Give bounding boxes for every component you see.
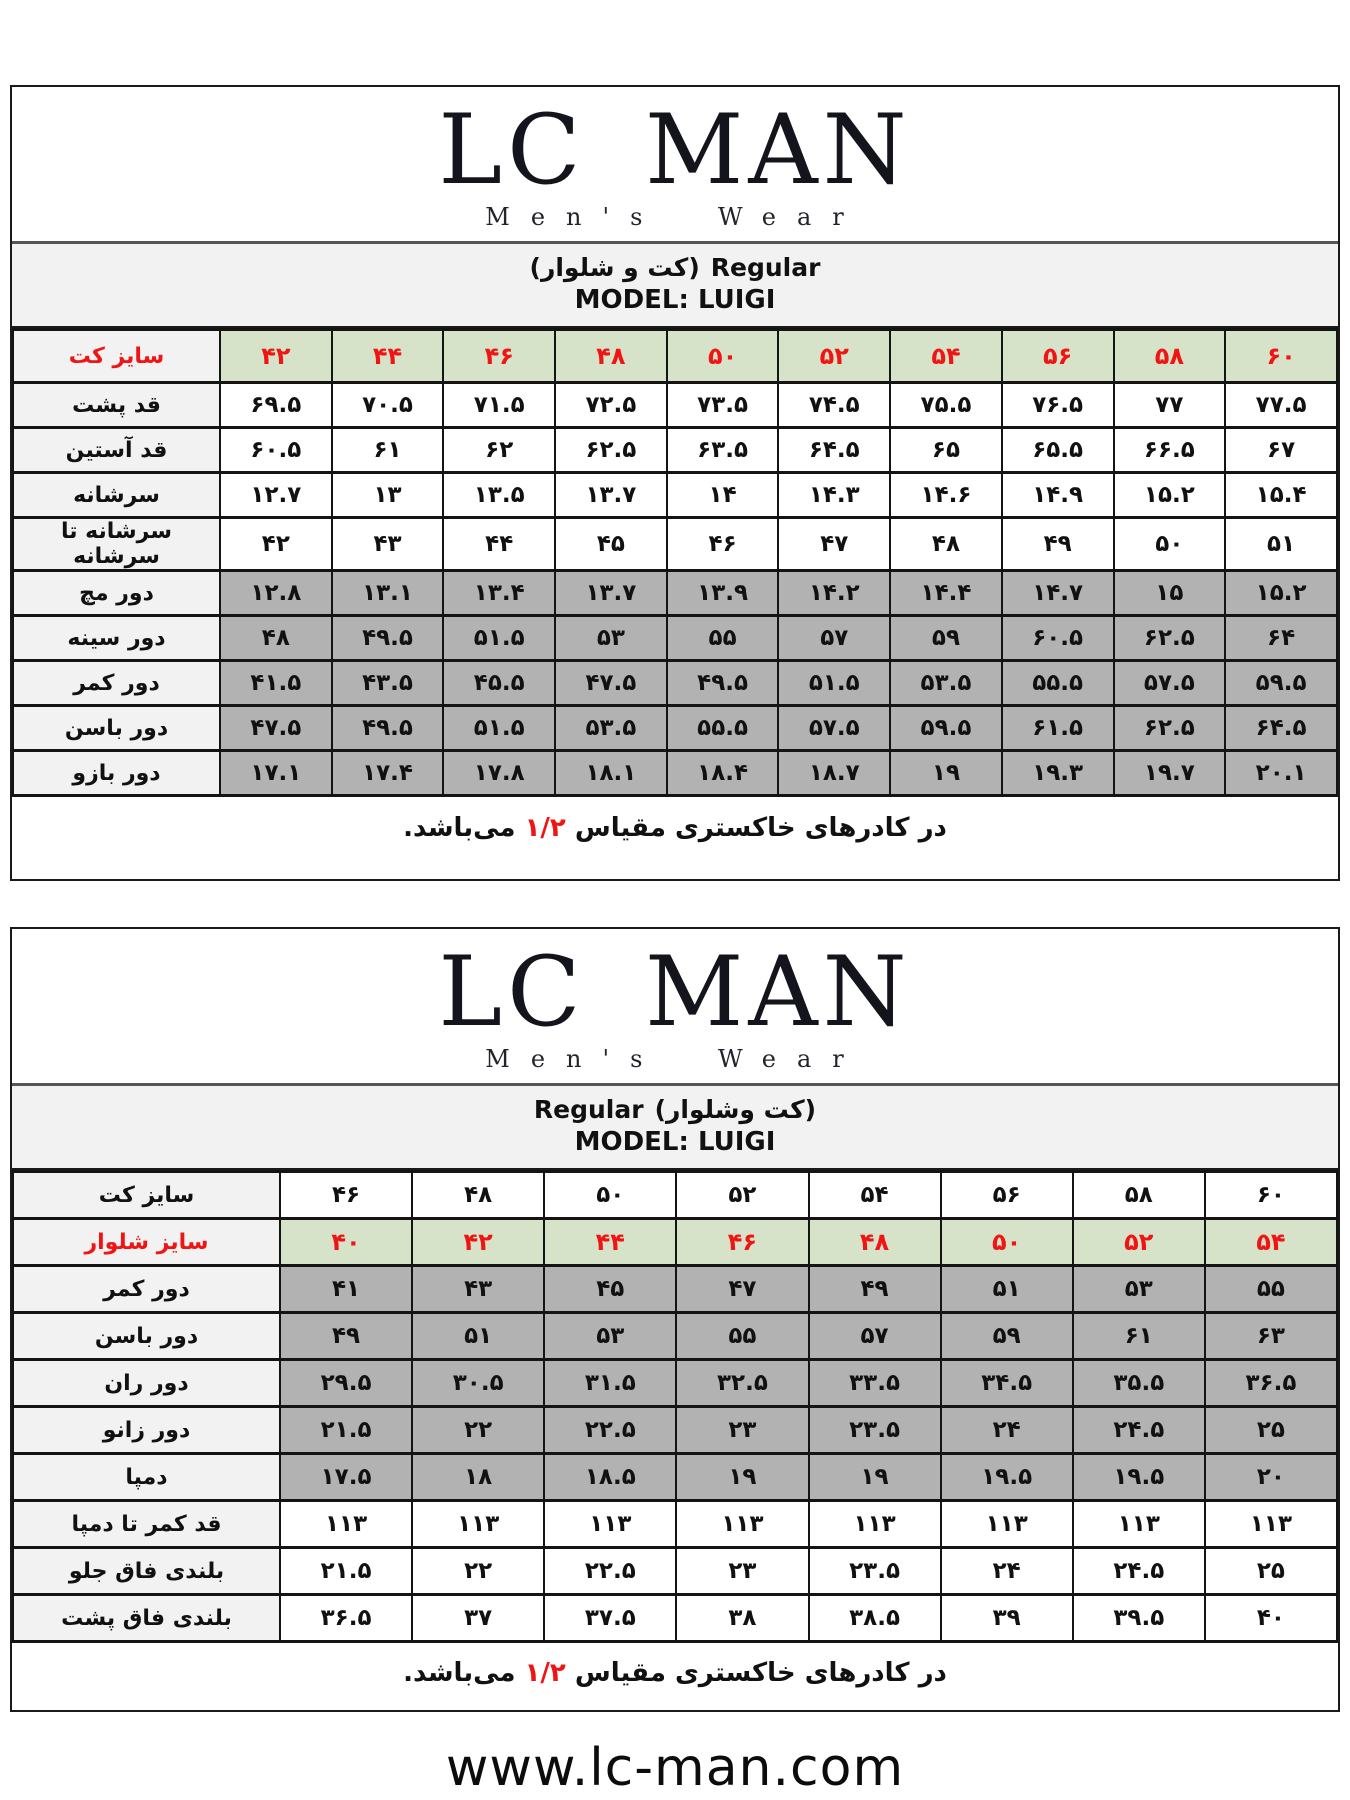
cell-hip-3: ۵۵ [676, 1313, 808, 1360]
cell-hem-4: ۱۹ [809, 1454, 941, 1501]
row-label-front-rise: بلندی فاق جلو [13, 1548, 280, 1595]
cell-jacket-size-6: ۵۴ [890, 330, 1002, 383]
cell-waist-to-hem-3: ۱۱۳ [676, 1501, 808, 1548]
cell-shoulder-5: ۱۴.۳ [778, 473, 890, 518]
cell-shoulder-4: ۱۴ [667, 473, 779, 518]
cell-hip-7: ۶۱.۵ [1002, 706, 1114, 751]
table-title-band [12, 1083, 1338, 1170]
cell-thigh-3: ۳۲.۵ [676, 1360, 808, 1407]
cell-chest-2: ۵۱.۵ [443, 616, 555, 661]
row-label-waist: دور کمر [13, 661, 220, 706]
cell-waist-7: ۵۵.۵ [1002, 661, 1114, 706]
row-label-pants-size: سایز شلوار [13, 1219, 280, 1266]
cell-shoulder-0: ۱۲.۷ [220, 473, 332, 518]
cell-thigh-7: ۳۶.۵ [1205, 1360, 1337, 1407]
cell-wrist-2: ۱۳.۴ [443, 571, 555, 616]
brand-header-bottom [12, 929, 1338, 1083]
row-label-jacket-size: سایز کت [13, 330, 220, 383]
cell-jacket-size-4: ۵۰ [667, 330, 779, 383]
cell-shoulder-to-shoulder-8: ۵۰ [1114, 518, 1226, 571]
cell-waist-6: ۵۳.۵ [890, 661, 1002, 706]
cell-front-rise-0: ۲۱.۵ [280, 1548, 412, 1595]
cell-front-rise-2: ۲۲.۵ [544, 1548, 676, 1595]
cell-pants-size-0: ۴۰ [280, 1219, 412, 1266]
cell-chest-1: ۴۹.۵ [332, 616, 444, 661]
scale-ratio-value: ۱/۲ [524, 1658, 566, 1688]
cell-waist-to-hem-2: ۱۱۳ [544, 1501, 676, 1548]
cell-back-length-7: ۷۶.۵ [1002, 383, 1114, 428]
cell-thigh-2: ۳۱.۵ [544, 1360, 676, 1407]
fit-type-title [12, 252, 1338, 284]
cell-hip-8: ۶۲.۵ [1114, 706, 1226, 751]
cell-hem-3: ۱۹ [676, 1454, 808, 1501]
cell-jacket-size-3: ۵۲ [676, 1172, 808, 1219]
cell-hip-6: ۵۹.۵ [890, 706, 1002, 751]
cell-shoulder-to-shoulder-4: ۴۶ [667, 518, 779, 571]
cell-shoulder-to-shoulder-3: ۴۵ [555, 518, 667, 571]
scale-note [12, 1643, 1338, 1710]
scale-note [12, 797, 1338, 879]
scale-note-prefix: در کادرهای خاکستری مقیاس [574, 1658, 947, 1688]
cell-shoulder-to-shoulder-7: ۴۹ [1002, 518, 1114, 571]
row-label-jacket-size: سایز کت [13, 1172, 280, 1219]
table-row-back-length [13, 383, 1337, 428]
table-row-wrist [13, 571, 1337, 616]
cell-jacket-size-6: ۵۸ [1073, 1172, 1205, 1219]
cell-arm-9: ۲۰.۱ [1225, 751, 1337, 796]
cell-wrist-8: ۱۵ [1114, 571, 1226, 616]
cell-wrist-4: ۱۳.۹ [667, 571, 779, 616]
cell-sleeve-length-1: ۶۱ [332, 428, 444, 473]
cell-waist-0: ۴۱.۵ [220, 661, 332, 706]
cell-shoulder-8: ۱۵.۲ [1114, 473, 1226, 518]
row-label-shoulder-to-shoulder: سرشانه تا سرشانه [13, 518, 220, 571]
cell-knee-2: ۲۲.۵ [544, 1407, 676, 1454]
table-row-waist [13, 1266, 1337, 1313]
cell-waist-2: ۴۵.۵ [443, 661, 555, 706]
cell-jacket-size-7: ۶۰ [1205, 1172, 1337, 1219]
table-row-thigh [13, 1360, 1337, 1407]
cell-arm-5: ۱۸.۷ [778, 751, 890, 796]
cell-pants-size-7: ۵۴ [1205, 1219, 1337, 1266]
cell-shoulder-to-shoulder-1: ۴۳ [332, 518, 444, 571]
cell-waist-6: ۵۳ [1073, 1266, 1205, 1313]
cell-jacket-size-1: ۴۴ [332, 330, 444, 383]
table-row-chest [13, 616, 1337, 661]
cell-jacket-size-1: ۴۸ [412, 1172, 544, 1219]
model-title: MODEL: LUIGI [574, 1127, 776, 1157]
cell-back-rise-3: ۳۸ [676, 1595, 808, 1642]
model-title: MODEL: LUIGI [574, 285, 776, 315]
cell-hem-5: ۱۹.۵ [941, 1454, 1073, 1501]
cell-back-length-6: ۷۵.۵ [890, 383, 1002, 428]
cell-front-rise-6: ۲۴.۵ [1073, 1548, 1205, 1595]
cell-front-rise-7: ۲۵ [1205, 1548, 1337, 1595]
scale-note-suffix: می‌باشد. [403, 813, 516, 843]
cell-front-rise-3: ۲۳ [676, 1548, 808, 1595]
cell-pants-size-2: ۴۴ [544, 1219, 676, 1266]
cell-back-length-2: ۷۱.۵ [443, 383, 555, 428]
row-label-hip: دور باسن [13, 1313, 280, 1360]
cell-sleeve-length-2: ۶۲ [443, 428, 555, 473]
cell-hip-7: ۶۳ [1205, 1313, 1337, 1360]
table-row-front-rise [13, 1548, 1337, 1595]
scale-note-suffix: می‌باشد. [403, 1658, 516, 1688]
cell-jacket-size-3: ۴۸ [555, 330, 667, 383]
cell-hip-4: ۵۵.۵ [667, 706, 779, 751]
cell-thigh-1: ۳۰.۵ [412, 1360, 544, 1407]
cell-hip-6: ۶۱ [1073, 1313, 1205, 1360]
cell-sleeve-length-6: ۶۵ [890, 428, 1002, 473]
fit-type-title [12, 1094, 1338, 1126]
cell-hip-0: ۴۹ [280, 1313, 412, 1360]
cell-knee-5: ۲۴ [941, 1407, 1073, 1454]
table-row-waist-to-hem [13, 1501, 1337, 1548]
table-row-hip [13, 1313, 1337, 1360]
cell-jacket-size-4: ۵۴ [809, 1172, 941, 1219]
table-row-hem [13, 1454, 1337, 1501]
cell-back-rise-0: ۳۶.۵ [280, 1595, 412, 1642]
cell-sleeve-length-4: ۶۳.۵ [667, 428, 779, 473]
cell-wrist-9: ۱۵.۲ [1225, 571, 1337, 616]
cell-back-rise-6: ۳۹.۵ [1073, 1595, 1205, 1642]
cell-jacket-size-9: ۶۰ [1225, 330, 1337, 383]
cell-arm-2: ۱۷.۸ [443, 751, 555, 796]
table-row-knee [13, 1407, 1337, 1454]
row-label-waist-to-hem: قد کمر تا دمپا [13, 1501, 280, 1548]
cell-jacket-size-2: ۴۶ [443, 330, 555, 383]
cell-front-rise-5: ۲۴ [941, 1548, 1073, 1595]
cell-arm-3: ۱۸.۱ [555, 751, 667, 796]
cell-jacket-size-0: ۴۲ [220, 330, 332, 383]
cell-wrist-7: ۱۴.۷ [1002, 571, 1114, 616]
cell-back-rise-4: ۳۸.۵ [809, 1595, 941, 1642]
cell-knee-0: ۲۱.۵ [280, 1407, 412, 1454]
cell-knee-3: ۲۳ [676, 1407, 808, 1454]
cell-hip-5: ۵۷.۵ [778, 706, 890, 751]
cell-back-length-1: ۷۰.۵ [332, 383, 444, 428]
cell-sleeve-length-8: ۶۶.۵ [1114, 428, 1226, 473]
cell-knee-7: ۲۵ [1205, 1407, 1337, 1454]
pants-measurements-table [12, 1170, 1338, 1643]
row-label-thigh: دور ران [13, 1360, 280, 1407]
cell-sleeve-length-9: ۶۷ [1225, 428, 1337, 473]
cell-hip-0: ۴۷.۵ [220, 706, 332, 751]
cell-thigh-0: ۲۹.۵ [280, 1360, 412, 1407]
cell-hip-1: ۵۱ [412, 1313, 544, 1360]
cell-hip-9: ۶۴.۵ [1225, 706, 1337, 751]
cell-back-length-4: ۷۳.۵ [667, 383, 779, 428]
fit-title-persian: (کت وشلوار) [654, 1095, 817, 1124]
cell-back-length-9: ۷۷.۵ [1225, 383, 1337, 428]
website-url: www.lc-man.com [445, 1738, 905, 1798]
row-label-wrist: دور مچ [13, 571, 220, 616]
table-row-shoulder-to-shoulder [13, 518, 1337, 571]
cell-arm-1: ۱۷.۴ [332, 751, 444, 796]
row-label-back-length: قد پشت [13, 383, 220, 428]
cell-hem-2: ۱۸.۵ [544, 1454, 676, 1501]
brand-logo: LC MAN [438, 94, 912, 206]
jacket-measurements-table [12, 328, 1338, 797]
row-label-chest: دور سینه [13, 616, 220, 661]
cell-wrist-5: ۱۴.۲ [778, 571, 890, 616]
pants-size-chart-section [10, 927, 1340, 1712]
table-row-arm [13, 751, 1337, 796]
cell-waist-to-hem-4: ۱۱۳ [809, 1501, 941, 1548]
table-row-back-rise [13, 1595, 1337, 1642]
cell-arm-6: ۱۹ [890, 751, 1002, 796]
cell-chest-7: ۶۰.۵ [1002, 616, 1114, 661]
cell-shoulder-to-shoulder-6: ۴۸ [890, 518, 1002, 571]
scale-note-prefix: در کادرهای خاکستری مقیاس [574, 813, 947, 843]
row-label-waist: دور کمر [13, 1266, 280, 1313]
table-row-sleeve-length [13, 428, 1337, 473]
cell-front-rise-4: ۲۳.۵ [809, 1548, 941, 1595]
cell-thigh-5: ۳۴.۵ [941, 1360, 1073, 1407]
fit-title-latin: Regular [533, 1095, 644, 1124]
cell-jacket-size-7: ۵۶ [1002, 330, 1114, 383]
cell-waist-1: ۴۳.۵ [332, 661, 444, 706]
cell-arm-0: ۱۷.۱ [220, 751, 332, 796]
row-label-shoulder: سرشانه [13, 473, 220, 518]
cell-knee-6: ۲۴.۵ [1073, 1407, 1205, 1454]
cell-chest-6: ۵۹ [890, 616, 1002, 661]
cell-waist-2: ۴۵ [544, 1266, 676, 1313]
cell-front-rise-1: ۲۲ [412, 1548, 544, 1595]
cell-hip-3: ۵۳.۵ [555, 706, 667, 751]
cell-shoulder-1: ۱۳ [332, 473, 444, 518]
cell-thigh-4: ۳۳.۵ [809, 1360, 941, 1407]
table-row-pants-size [13, 1219, 1337, 1266]
cell-hem-7: ۲۰ [1205, 1454, 1337, 1501]
cell-back-length-8: ۷۷ [1114, 383, 1226, 428]
cell-pants-size-1: ۴۲ [412, 1219, 544, 1266]
cell-shoulder-to-shoulder-2: ۴۴ [443, 518, 555, 571]
cell-waist-to-hem-1: ۱۱۳ [412, 1501, 544, 1548]
cell-shoulder-to-shoulder-0: ۴۲ [220, 518, 332, 571]
cell-sleeve-length-5: ۶۴.۵ [778, 428, 890, 473]
scale-ratio-value: ۱/۲ [524, 813, 566, 843]
cell-shoulder-9: ۱۵.۴ [1225, 473, 1337, 518]
cell-shoulder-7: ۱۴.۹ [1002, 473, 1114, 518]
row-label-hip: دور باسن [13, 706, 220, 751]
cell-wrist-6: ۱۴.۴ [890, 571, 1002, 616]
cell-waist-3: ۴۷ [676, 1266, 808, 1313]
cell-sleeve-length-0: ۶۰.۵ [220, 428, 332, 473]
cell-sleeve-length-7: ۶۵.۵ [1002, 428, 1114, 473]
cell-waist-to-hem-5: ۱۱۳ [941, 1501, 1073, 1548]
cell-jacket-size-5: ۵۶ [941, 1172, 1073, 1219]
cell-shoulder-2: ۱۳.۵ [443, 473, 555, 518]
cell-waist-4: ۴۹ [809, 1266, 941, 1313]
cell-wrist-0: ۱۲.۸ [220, 571, 332, 616]
cell-back-length-0: ۶۹.۵ [220, 383, 332, 428]
jacket-size-chart-section [10, 85, 1340, 881]
cell-hem-1: ۱۸ [412, 1454, 544, 1501]
cell-jacket-size-0: ۴۶ [280, 1172, 412, 1219]
cell-hem-6: ۱۹.۵ [1073, 1454, 1205, 1501]
cell-wrist-3: ۱۳.۷ [555, 571, 667, 616]
cell-jacket-size-2: ۵۰ [544, 1172, 676, 1219]
cell-back-rise-5: ۳۹ [941, 1595, 1073, 1642]
cell-waist-4: ۴۹.۵ [667, 661, 779, 706]
cell-thigh-6: ۳۵.۵ [1073, 1360, 1205, 1407]
row-label-back-rise: بلندی فاق پشت [13, 1595, 280, 1642]
cell-pants-size-5: ۵۰ [941, 1219, 1073, 1266]
fit-title-persian: (کت و شلوار) [529, 253, 700, 282]
cell-knee-1: ۲۲ [412, 1407, 544, 1454]
cell-chest-3: ۵۳ [555, 616, 667, 661]
cell-shoulder-to-shoulder-9: ۵۱ [1225, 518, 1337, 571]
row-label-arm: دور بازو [13, 751, 220, 796]
row-label-hem: دمپا [13, 1454, 280, 1501]
cell-waist-to-hem-6: ۱۱۳ [1073, 1501, 1205, 1548]
cell-chest-4: ۵۵ [667, 616, 779, 661]
cell-pants-size-6: ۵۲ [1073, 1219, 1205, 1266]
cell-arm-7: ۱۹.۳ [1002, 751, 1114, 796]
brand-logo: LC MAN [438, 936, 912, 1048]
cell-hip-2: ۵۱.۵ [443, 706, 555, 751]
cell-jacket-size-5: ۵۲ [778, 330, 890, 383]
cell-arm-8: ۱۹.۷ [1114, 751, 1226, 796]
cell-waist-8: ۵۷.۵ [1114, 661, 1226, 706]
cell-shoulder-6: ۱۴.۶ [890, 473, 1002, 518]
cell-knee-4: ۲۳.۵ [809, 1407, 941, 1454]
cell-back-rise-1: ۳۷ [412, 1595, 544, 1642]
table-row-hip [13, 706, 1337, 751]
table-row-shoulder [13, 473, 1337, 518]
cell-shoulder-3: ۱۳.۷ [555, 473, 667, 518]
cell-waist-7: ۵۵ [1205, 1266, 1337, 1313]
cell-waist-5: ۵۱.۵ [778, 661, 890, 706]
table-row-jacket-size [13, 1172, 1337, 1219]
cell-back-rise-2: ۳۷.۵ [544, 1595, 676, 1642]
table-row-waist [13, 661, 1337, 706]
cell-sleeve-length-3: ۶۲.۵ [555, 428, 667, 473]
cell-waist-3: ۴۷.۵ [555, 661, 667, 706]
cell-back-length-5: ۷۴.۵ [778, 383, 890, 428]
cell-waist-9: ۵۹.۵ [1225, 661, 1337, 706]
cell-chest-0: ۴۸ [220, 616, 332, 661]
cell-chest-5: ۵۷ [778, 616, 890, 661]
cell-hip-5: ۵۹ [941, 1313, 1073, 1360]
cell-back-length-3: ۷۲.۵ [555, 383, 667, 428]
cell-back-rise-7: ۴۰ [1205, 1595, 1337, 1642]
cell-hip-1: ۴۹.۵ [332, 706, 444, 751]
brand-tagline: Men's Wear [485, 1045, 865, 1073]
cell-jacket-size-8: ۵۸ [1114, 330, 1226, 383]
cell-waist-1: ۴۳ [412, 1266, 544, 1313]
cell-waist-to-hem-0: ۱۱۳ [280, 1501, 412, 1548]
cell-pants-size-4: ۴۸ [809, 1219, 941, 1266]
cell-waist-5: ۵۱ [941, 1266, 1073, 1313]
table-title-band [12, 241, 1338, 328]
cell-hip-4: ۵۷ [809, 1313, 941, 1360]
brand-tagline: Men's Wear [485, 203, 865, 231]
cell-arm-4: ۱۸.۴ [667, 751, 779, 796]
fit-title-latin: Regular [710, 253, 821, 282]
cell-shoulder-to-shoulder-5: ۴۷ [778, 518, 890, 571]
table-row-jacket-size [13, 330, 1337, 383]
cell-pants-size-3: ۴۶ [676, 1219, 808, 1266]
cell-waist-to-hem-7: ۱۱۳ [1205, 1501, 1337, 1548]
cell-waist-0: ۴۱ [280, 1266, 412, 1313]
row-label-knee: دور زانو [13, 1407, 280, 1454]
row-label-sleeve-length: قد آستین [13, 428, 220, 473]
cell-hem-0: ۱۷.۵ [280, 1454, 412, 1501]
cell-hip-2: ۵۳ [544, 1313, 676, 1360]
cell-chest-9: ۶۴ [1225, 616, 1337, 661]
brand-header-top [12, 87, 1338, 241]
cell-wrist-1: ۱۳.۱ [332, 571, 444, 616]
cell-chest-8: ۶۲.۵ [1114, 616, 1226, 661]
